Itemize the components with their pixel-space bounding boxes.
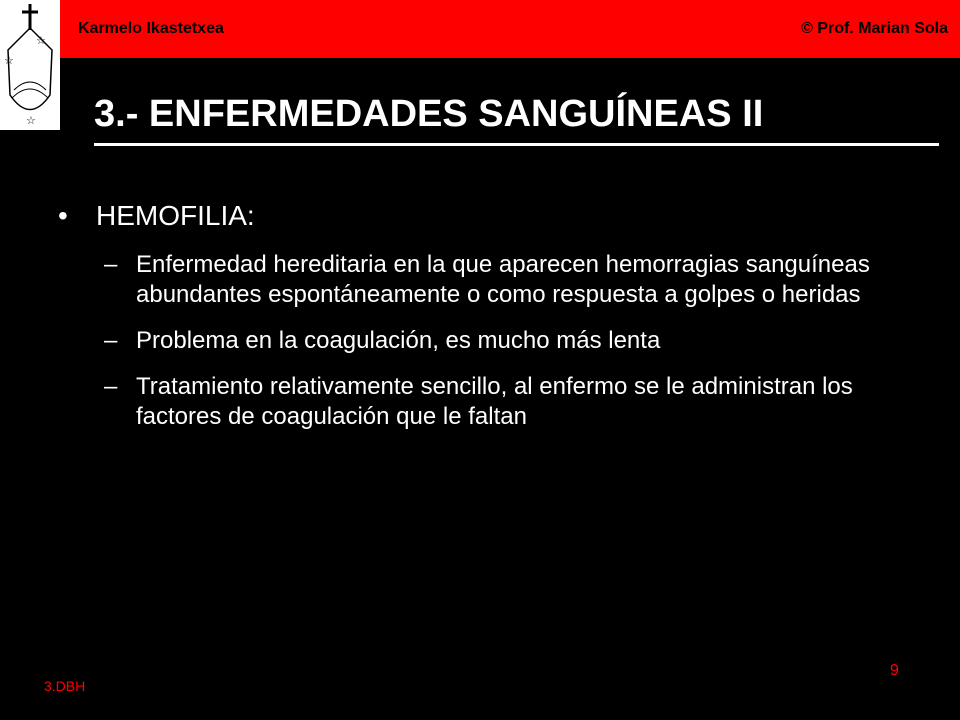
svg-text:☆: ☆ xyxy=(4,54,14,67)
sub-bullet-list xyxy=(104,250,924,448)
page-number: 9 xyxy=(890,662,899,679)
list-item xyxy=(104,250,924,310)
title-underline xyxy=(94,143,939,146)
dash-marker: – xyxy=(104,251,118,278)
list-item-text: Enfermedad hereditaria en la que aparecen hemorragias sanguíneas abundantes espontáneamente o como respuesta a golpes o heridas xyxy=(136,251,870,308)
dash-marker: – xyxy=(104,373,118,400)
list-item-text: Problema en la coagulación, es mucho más lenta xyxy=(136,327,661,354)
bullet-marker: • xyxy=(58,200,68,231)
list-item-text: Tratamiento relativamente sencillo, al enfermo se le administran los factores de coagulación que le faltan xyxy=(136,373,853,430)
list-item xyxy=(104,372,924,432)
school-name: Karmelo Ikastetxea xyxy=(78,20,224,37)
course-label: 3.DBH xyxy=(44,678,86,694)
list-item xyxy=(104,326,924,356)
slide-title: 3.- ENFERMEDADES SANGUÍNEAS II xyxy=(94,93,764,135)
school-logo xyxy=(0,0,60,130)
carmelite-crest-icon xyxy=(0,0,60,130)
dash-marker: – xyxy=(104,327,118,354)
svg-text:☆: ☆ xyxy=(26,114,36,127)
svg-text:☆: ☆ xyxy=(36,34,46,47)
author-credit: © Prof. Marian Sola xyxy=(801,20,948,37)
bullet-label: HEMOFILIA: xyxy=(96,200,255,231)
main-bullet xyxy=(58,199,255,233)
